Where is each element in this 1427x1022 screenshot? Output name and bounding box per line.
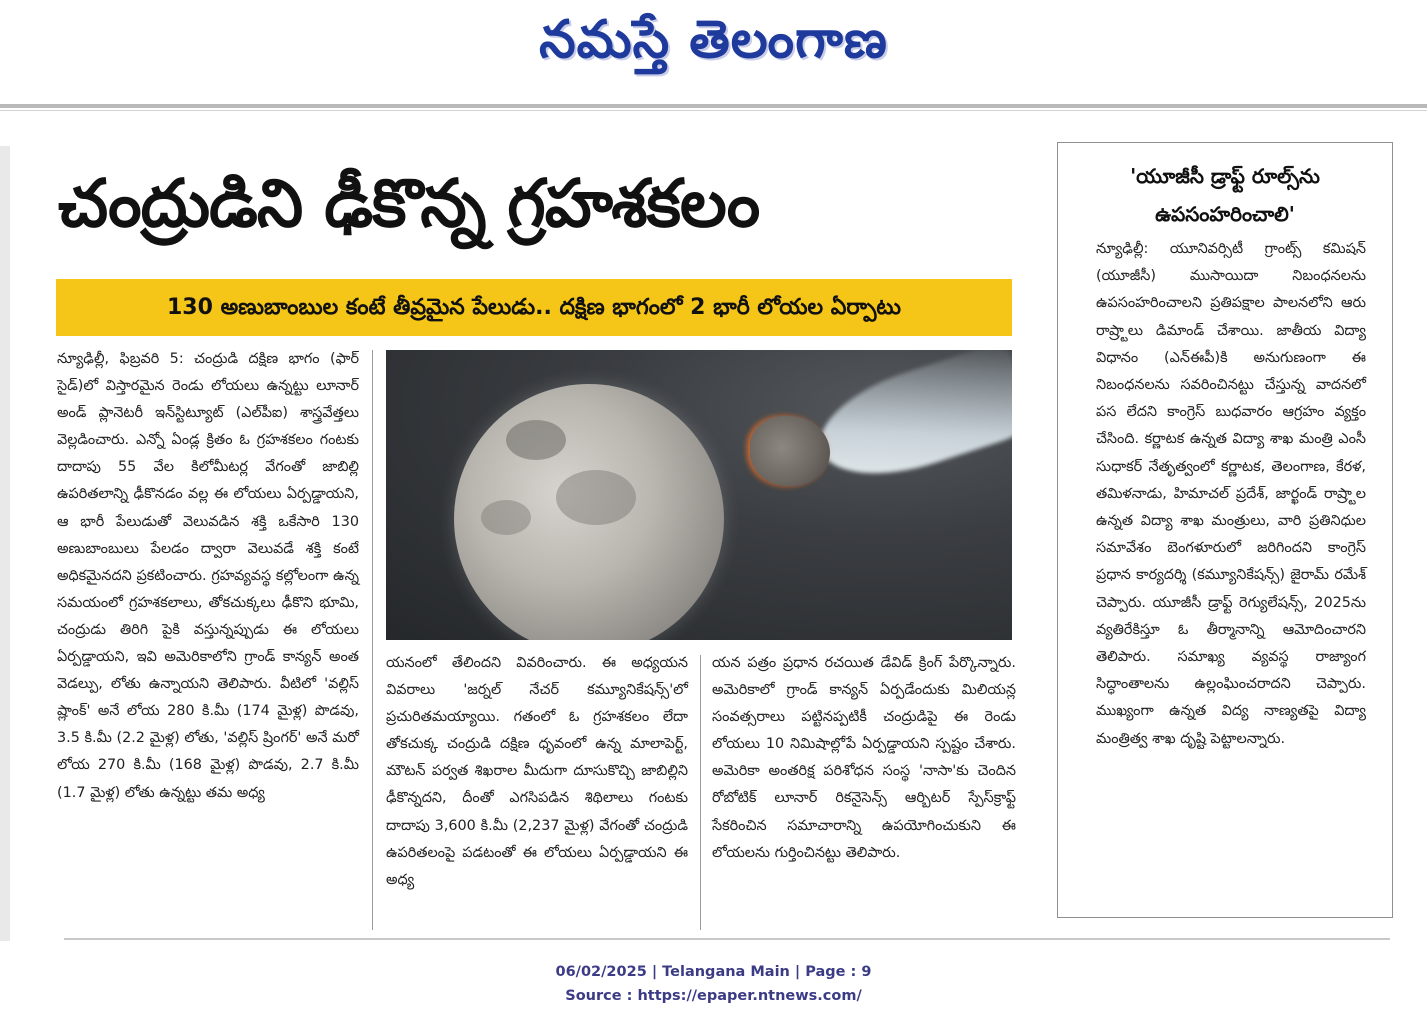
article-subheadline-banner — [56, 279, 1012, 336]
masthead — [0, 0, 1427, 100]
page-footer — [0, 960, 1427, 1008]
article-text-2: యనంలో తేలిందని వివరించారు. ఈ అధ్యయన వివరాలు 'జర్నల్ నేచర్ కమ్యూనికేషన్స్'లో ప్రచురితమయ్యాయి. గతంలో ఓ గ్రహశకలం లేదా తోకచుక్క చంద్రుడి దక్షిణ ధృవంలో ఉన్న మాలాపెర్ట్, మౌటన్ పర్వత శిఖరాల మీదుగా దూసుకొచ్చి జాబిల్లిని ఢీకొన్నదని, దీంతో ఎగసిపడిన శిథిలాలు గంటకు దాదాపు 3,600 కి.మీ (2,237 మైళ్ల) వేగంతో చంద్రుడి ఉపరితలంపై పడటంతో ఈ లోయలు ఏర్పడ్డాయని ఈ అధ్య — [386, 655, 688, 888]
article-headline: చంద్రుడిని ఢీకొన్న గ్రహశకలం — [58, 165, 760, 242]
column-divider — [372, 350, 373, 930]
masthead-rule-thin — [0, 110, 1427, 111]
moon-mare — [481, 500, 531, 535]
masthead-rule — [0, 104, 1427, 108]
page-margin-bar — [0, 146, 10, 941]
article-column-2 — [386, 650, 688, 930]
asteroid-image — [750, 416, 830, 486]
moon-mare — [556, 470, 636, 525]
sidebar-headline-line1: 'యూజీసీ డ్రాఫ్ట్ రూల్స్‌ను — [1130, 164, 1320, 188]
moon-mare — [506, 420, 566, 460]
moon-asteroid-photo — [386, 350, 1012, 640]
article-text-3: యన పత్రం ప్రధాన రచయిత డేవిడ్ క్రింగ్ పేర్కొన్నారు. అమెరికాలో గ్రాండ్ కాన్యన్ ఏర్పడేందుకు మిలియన్ల సంవత్సరాలు పట్టినప్పటికీ చంద్రుడిపై ఈ రెండు లోయలు 10 నిమిషాల్లోపే ఏర్పడ్డాయని స్పష్టం చేశారు. అమెరికా అంతరిక్ష పరిశోధన సంస్థ 'నాసా'కు చెందిన రోబోటిక్ లూనార్ రికనైసెన్స్ ఆర్బిటర్ స్పేస్‌క్రాఫ్ట్ సేకరించిన సమాచారాన్ని ఉపయోగించుకుని ఈ లోయలను గుర్తించినట్టు తెలిపారు. — [712, 655, 1016, 861]
footer-source-link[interactable]: Source : https://epaper.ntnews.com/ — [565, 988, 862, 1004]
sidebar-text: న్యూఢిల్లీ: యూనివర్సిటీ గ్రాంట్స్ కమిషన్ (యూజీసీ) ముసాయిదా నిబంధనలను ఉపసంహరించాలని ప్రతిపక్షాల పాలనలోని ఆరు రాష్ర్టాలు డిమాండ్ చేశాయి. జాతీయ విద్యా విధానం (ఎన్ఈపీ)కి అనుగుణంగా ఈ నిబంధనలను సవరించినట్టు చేస్తున్న వాదనలో పస లేదని కాంగ్రెస్ బుధవారం ఆగ్రహం వ్యక్తం చేసింది. కర్ణాటక ఉన్నత విద్యా శాఖ మంత్రి ఎంసీ సుధాకర్ నేతృత్వంలో కర్ణాటక, తెలంగాణ, కేరళ, తమిళనాడు, హిమాచల్ ప్రదేశ్, జార్ఖండ్ రాష్ర్టాల ఉన్నత విద్యా శాఖ మంత్రులు, వారి ప్రతినిధుల సమావేశం బెంగళూరులో జరిగిందని కాంగ్రెస్ ప్రధాన కార్యదర్శి (కమ్యూనికేషన్స్) జైరామ్ రమేశ్ చెప్పారు. యూజీసీ డ్రాఫ్ట్ రెగ్యులేషన్స్, 2025ను వ్యతిరేకిస్తూ ఓ తీర్మానాన్ని ఆమోదించారని తెలిపారు. సమాఖ్య వ్యవస్థ రాజ్యాంగ సిద్ధాంతాలను ఉల్లంఘించరాదని చెప్పారు. ముఖ్యంగా ఉన్నత విద్య నాణ్యతపై విద్యా మంత్రిత్వ శాఖ దృష్టి పెట్టాలన్నారు. — [1096, 241, 1366, 747]
article-column-1 — [57, 346, 359, 931]
sidebar-article-box — [1057, 142, 1393, 918]
footer-rule — [64, 938, 1390, 940]
article-subheadline: 130 అణుబాంబుల కంటే తీవ్రమైన పేలుడు.. దక్షిణ భాగంలో 2 భారీ లోయల ఏర్పాటు — [167, 295, 901, 320]
footer-date-page: 06/02/2025 | Telangana Main | Page : 9 — [555, 964, 872, 980]
sidebar-headline-line2: ఉపసంహరించాలి' — [1155, 202, 1295, 226]
sidebar-body — [1096, 236, 1366, 753]
article-text-1: న్యూఢిల్లీ, ఫిబ్రవరి 5: చంద్రుడి దక్షిణ భాగం (ఫార్ సైడ్)లో విస్తారమైన రెండు లోయలు ఉన్నట్టు లూనార్ అండ్ ప్లానెటరీ ఇన్‌స్టిట్యూట్ (ఎల్‌పీఐ) శాస్త్రవేత్తలు వెల్లడించారు. ఎన్నో ఏండ్ల క్రితం ఓ గ్రహశకలం గంటకు దాదాపు 55 వేల కిలోమీటర్ల వేగంతో జాబిల్లి ఉపరితలాన్ని ఢీకొనడం వల్ల ఈ లోయలు ఏర్పడ్డాయని, ఆ భారీ పేలుడుతో వెలువడిన శక్తి ఒకేసారి 130 అణుబాంబులు పేలడం ద్వారా వెలువడే శక్తి కంటే అధికమైనదని ప్రకటించారు. గ్రహవ్యవస్థ కల్లోలంగా ఉన్న సమయంలో గ్రహశకలాలు, తోకచుక్కలు ఢీకొని భూమి, చంద్రుడు తిరిగి పైకి వస్తున్నప్పుడు ఈ లోయలు ఏర్పడ్డాయని, ఇవి అమెరికాలోని గ్రాండ్ కాన్యన్ అంత వెడల్పు, లోతు ఉన్నాయని తెలిపారు. వీటిలో 'వల్లిస్ ష్లాంక్' అనే లోయ 280 కి.మీ (174 మైళ్ల) పొడవు, 3.5 కి.మీ (2.2 మైళ్ల) లోతు, 'వల్లిస్ ష్రింగర్' అనే మరో లోయ 270 కి.మీ (168 మైళ్ల) పొడవు, 2.7 కి.మీ (1.7 మైళ్ల) లోతు ఉన్నట్టు తమ అధ్య — [57, 351, 359, 801]
article-column-3 — [712, 650, 1016, 930]
newspaper-logo: నమస్తే తెలంగాణ — [539, 10, 888, 70]
column-divider — [700, 655, 701, 930]
asteroid-trail — [806, 350, 1012, 495]
sidebar-headline — [1058, 157, 1392, 233]
